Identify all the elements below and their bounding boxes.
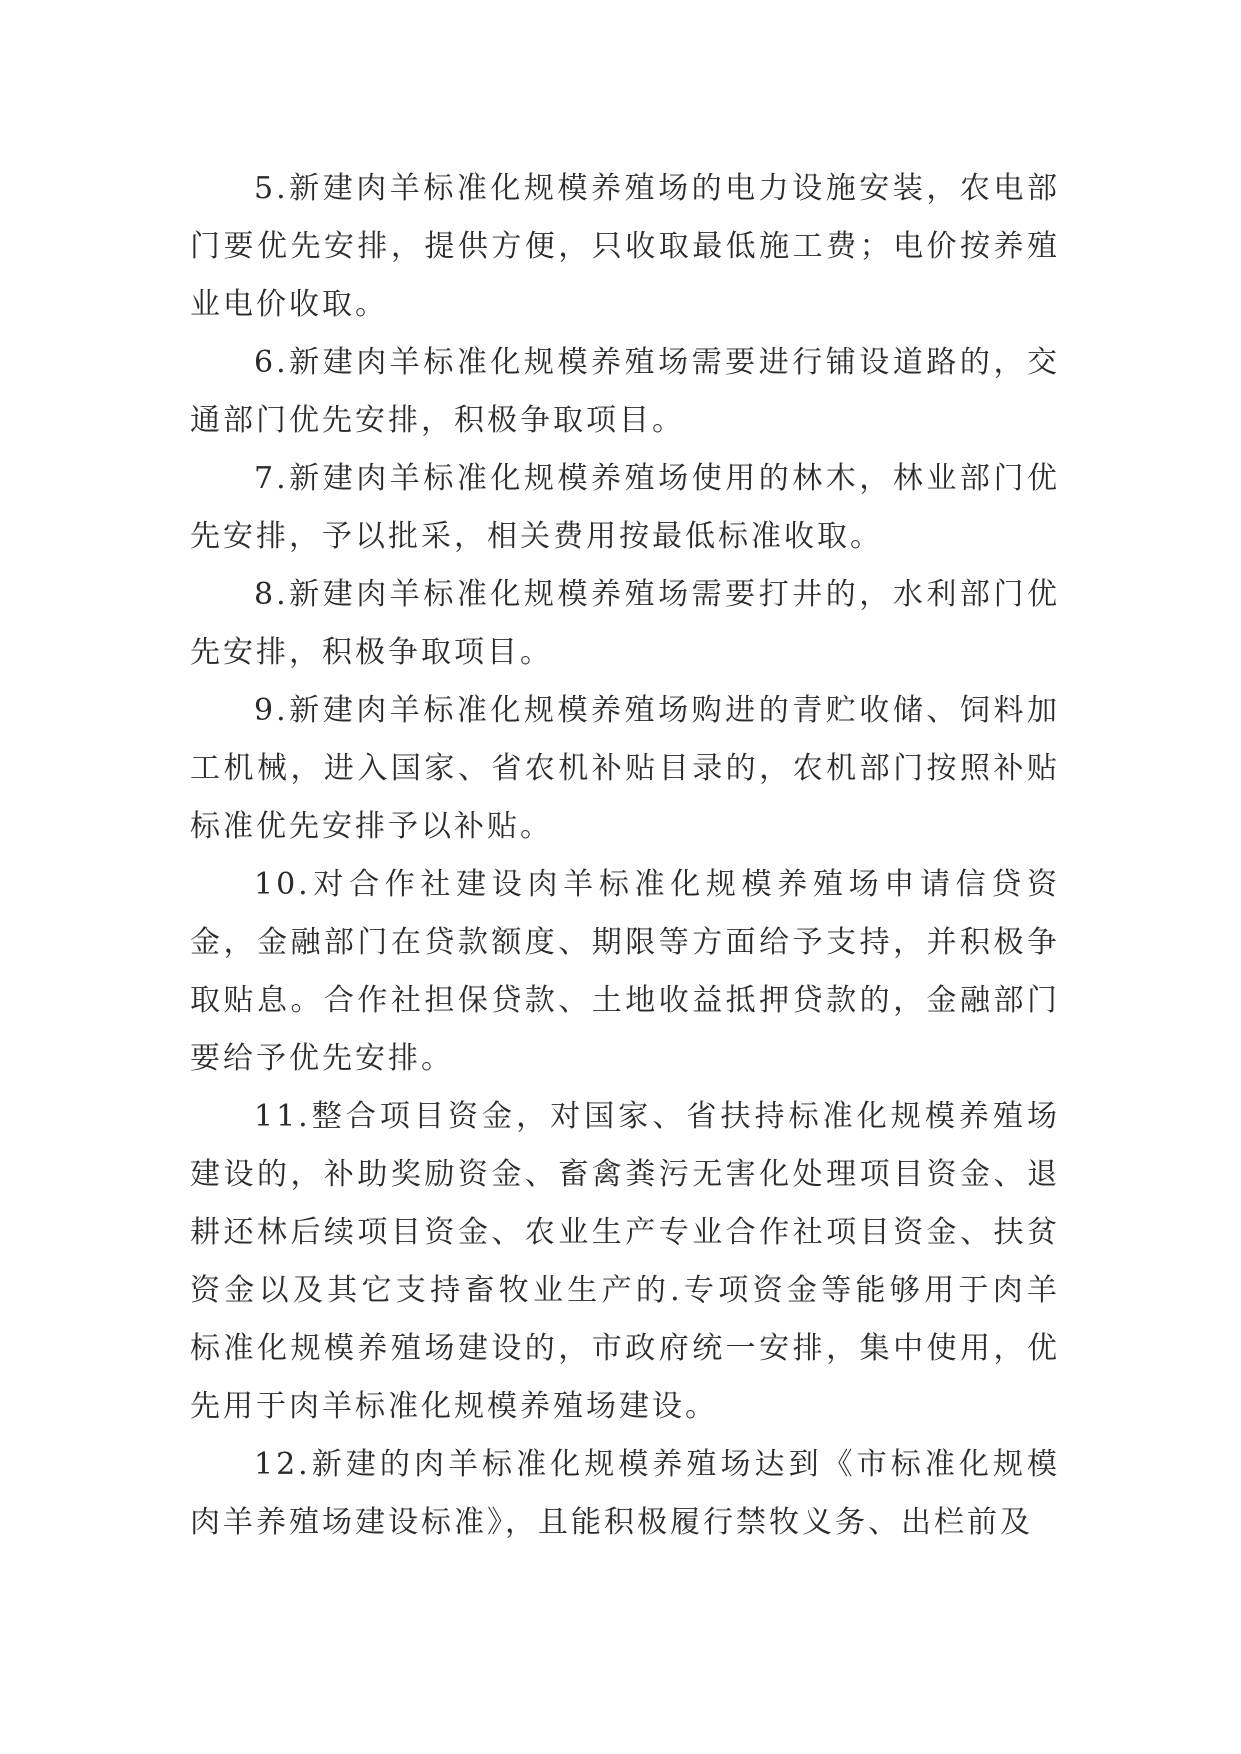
paragraph-item-12: 12.新建的肉羊标准化规模养殖场达到《市标准化规模肉羊养殖场建设标准》，且能积极履行禁牧义务、出栏前及 <box>190 1447 1060 1540</box>
paragraph-item-9: 9.新建肉羊标准化规模养殖场购进的青贮收储、饲料加工机械，进入国家、省农机补贴目录的，农机部门按照补贴标准优先安排予以补贴。 <box>190 693 1060 844</box>
paragraph-item-8: 8.新建肉羊标准化规模养殖场需要打井的，水利部门优先安排，积极争取项目。 <box>190 577 1060 670</box>
paragraph-item-5: 5.新建肉羊标准化规模养殖场的电力设施安装，农电部门要优先安排，提供方便，只收取最低施工费；电价按养殖业电价收取。 <box>190 171 1060 322</box>
paragraph-item-10: 10.对合作社建设肉羊标准化规模养殖场申请信贷资金，金融部门在贷款额度、期限等方面给予支持，并积极争取贴息。合作社担保贷款、土地收益抵押贷款的，金融部门要给予优先安排。 <box>190 867 1060 1076</box>
paragraph-item-11: 11.整合项目资金，对国家、省扶持标准化规模养殖场建设的，补助奖励资金、畜禽粪污无害化处理项目资金、退耕还林后续项目资金、农业生产专业合作社项目资金、扶贫资金以及其它支持畜牧业生产的.专项资金等能够用于肉羊标准化规模养殖场建设的，市政府统一安排，集中使用，优先用于肉羊标准化规模养殖场建设。 <box>190 1099 1060 1424</box>
paragraph-item-6: 6.新建肉羊标准化规模养殖场需要进行铺设道路的，交通部门优先安排，积极争取项目。 <box>190 345 1060 438</box>
document-page <box>190 160 1060 1552</box>
paragraph-item-7: 7.新建肉羊标准化规模养殖场使用的林木，林业部门优先安排，予以批采，相关费用按最低标准收取。 <box>190 461 1060 554</box>
